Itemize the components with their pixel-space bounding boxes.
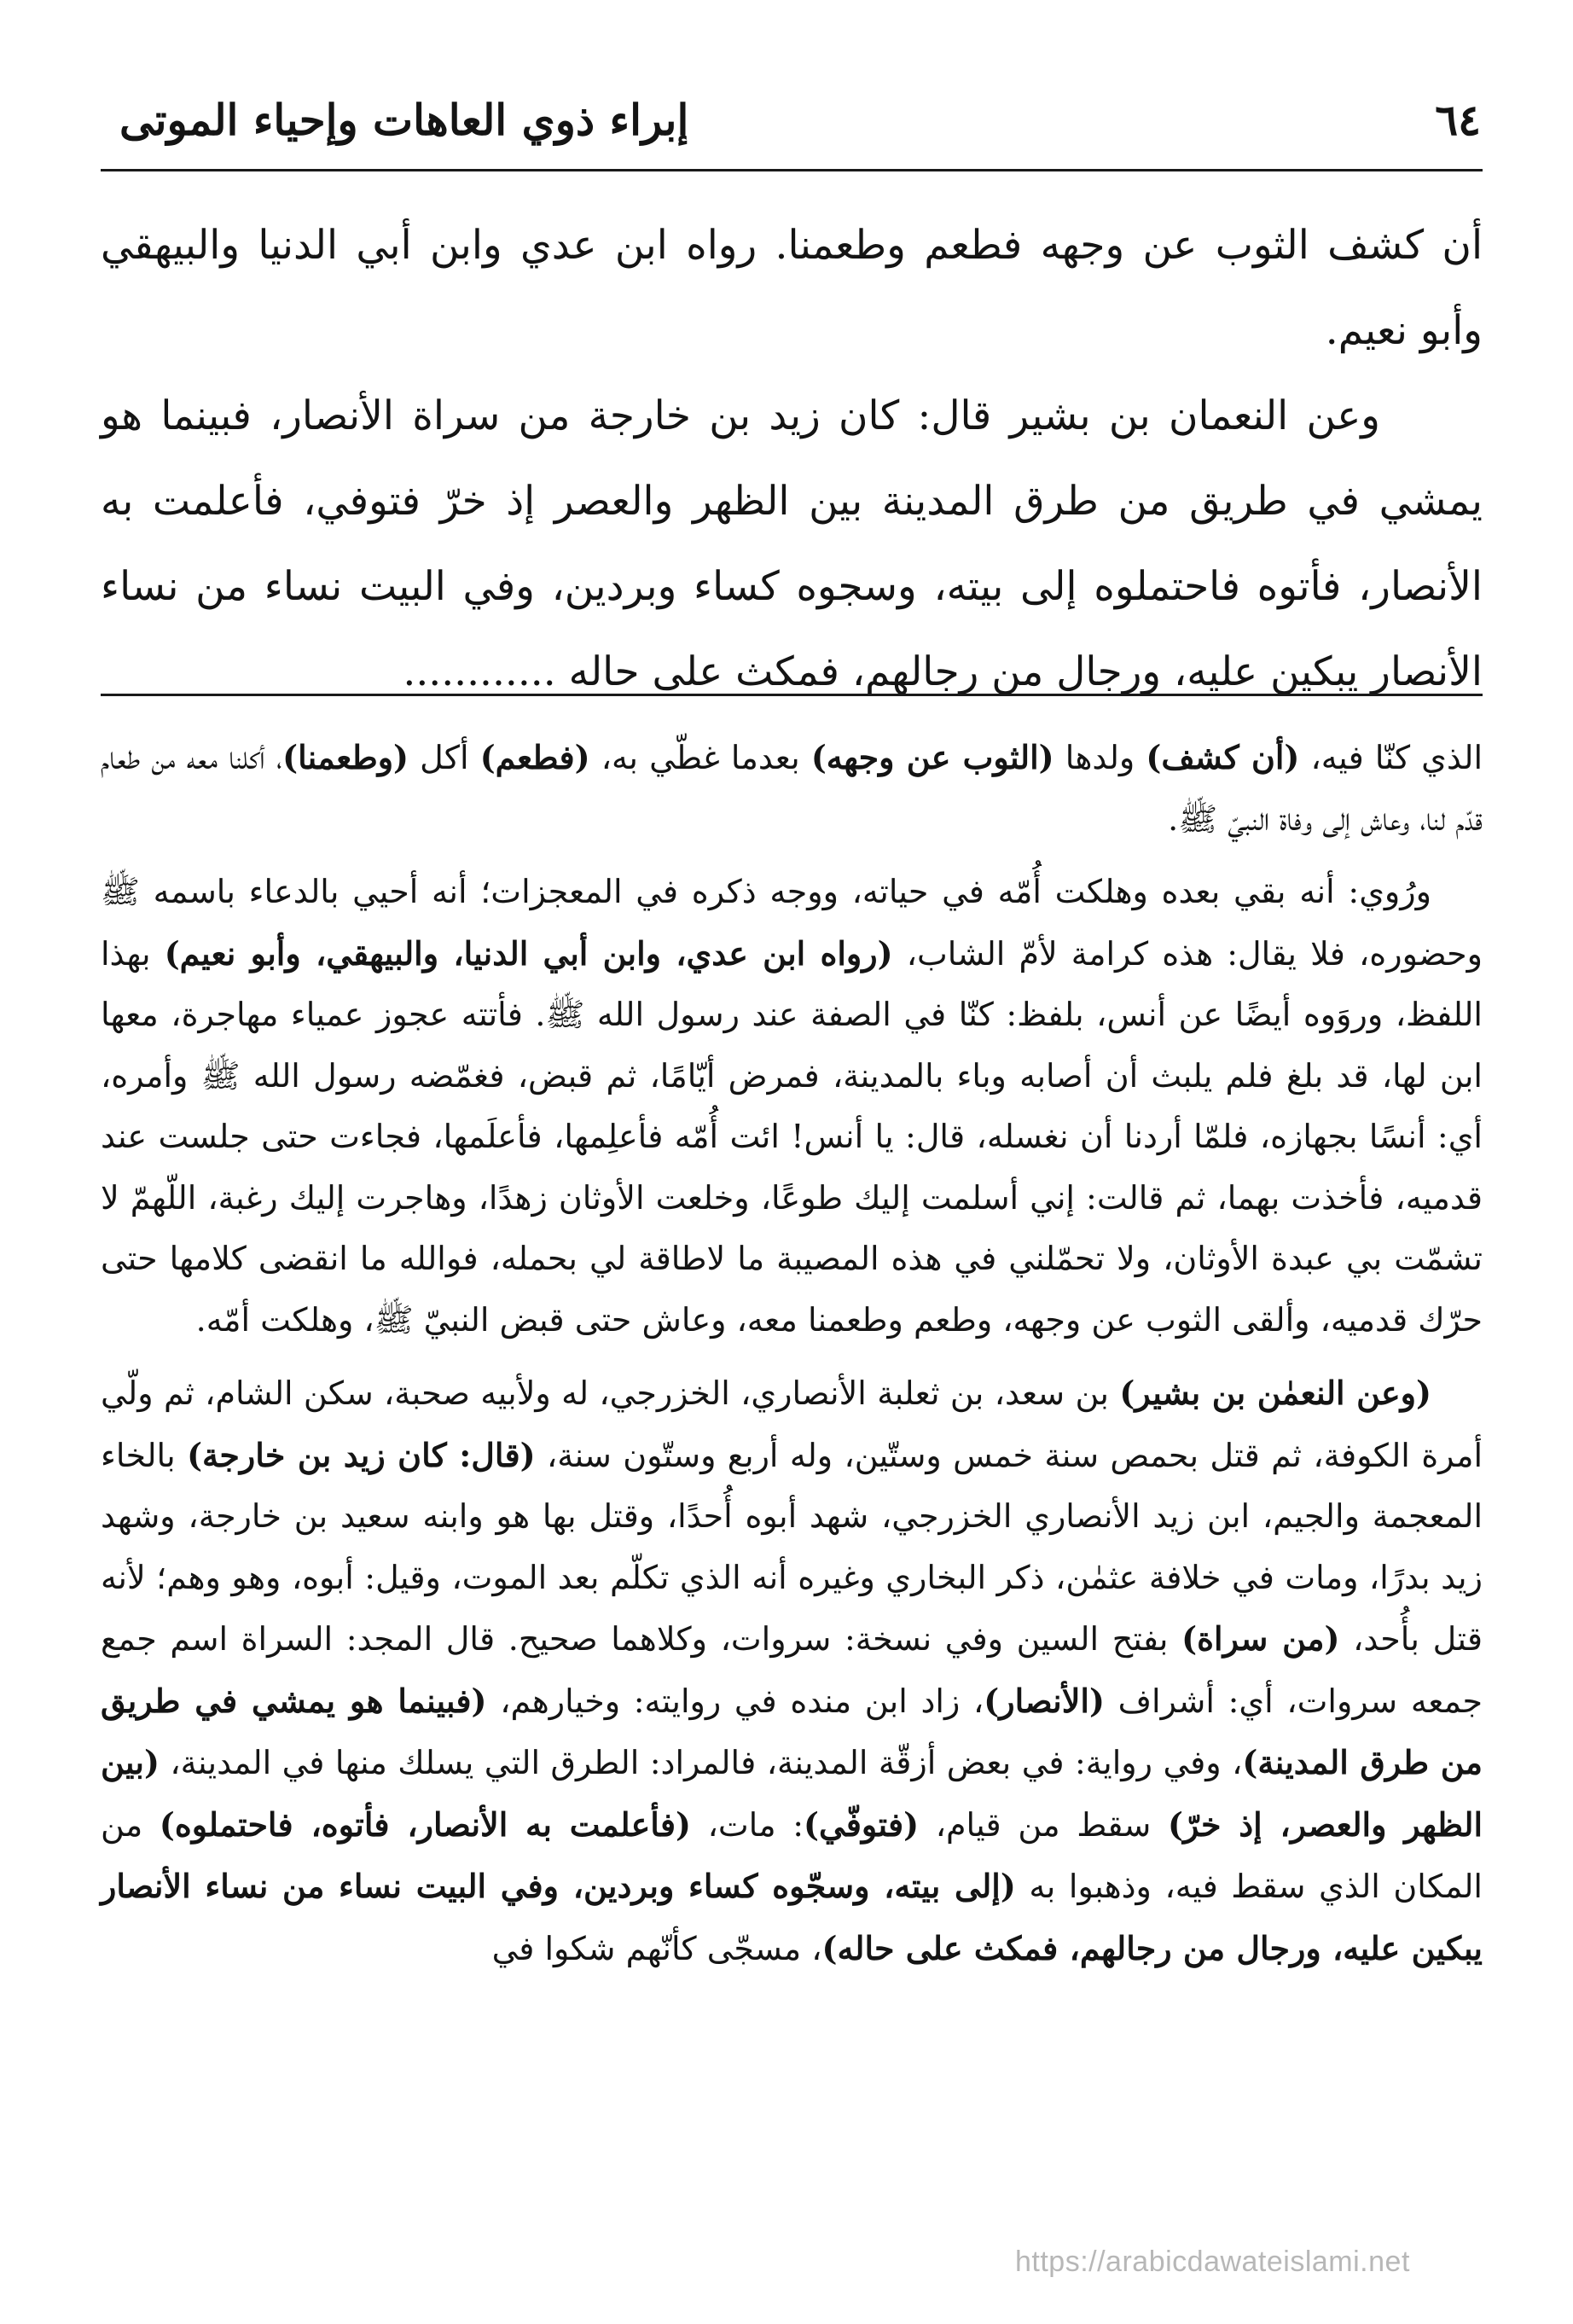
quoted-phrase: (فتوفّي) <box>804 1804 920 1844</box>
quoted-phrase: (وعن النعمٰن بن بشير) <box>1119 1374 1432 1412</box>
main-text <box>101 203 1483 715</box>
commentary-span: ورُوي: أنه بقي بعده وهلكت أُمّه في حياته، ووجه ذكره في المعجزات؛ أنه أحيي بالدعاء باسمه ﷺ وحضوره، فلا يقال: هذه كرامة لأمّ الشاب، <box>101 873 1483 973</box>
quoted-phrase: (فأعلمت به الأنصار، فأتوه، فاحتملوه) <box>159 1804 692 1844</box>
commentary-span: : مات، <box>691 1805 804 1844</box>
watermark-url: https://arabicdawateislami.net <box>1015 2246 1410 2278</box>
commentary-span: من المكان الذي سقط فيه، وذهبوا به <box>101 1805 1483 1905</box>
quoted-phrase: (إلى بيته، وسجّوه كساء وبردين، وفي البيت نساء من نساء الأنصار يبكين عليه، ورجال من رجالهم، فمكث على حاله) <box>101 1867 1483 1967</box>
main-text-paragraph: أن كشف الثوب عن وجهه فطعم وطعمنا. رواه ابن عدي وابن أبي الدنيا والبيهقي وأبو نعيم. <box>101 222 1483 354</box>
commentary-span: بهذا اللفظ، وروَوه أيضًا عن أنس، بلفظ: كنّا في الصفة عند رسول الله ﷺ. فأتته عجوز عمياء مهاجرة، معها ابن لها، قد بلغ فلم يلبث أن أصابه وباء بالمدينة، فمرض أيّامًا، ثم قبض، فغمّضه رسول الله ﷺ وأمره، أي: أنسًا بجهازه، فلمّا أردنا أن نغسله، قال: يا أنس! ائت أُمّه فأعلِمها، فأعلَمها، فجاءت حتى جلست عند قدميه، فأخذت بهما، ثم قالت: إني أسلمت إليك طوعًا، وخلعت الأوثان زهدًا، وهاجرت إليك رغبة، اللّهمّ لا تشمّت بي عبدة الأوثان، ولا تحمّلني في هذه المصيبة ما لاطاقة لي بحمله، فوالله ما انقضى كلامها حتى حرّك قدميه، وألقى الثوب عن وجهه، وطعم وطعمنا معه، وعاش حتى قبض النبيّ ﷺ، وهلكت أمّه. <box>101 934 1483 1339</box>
page-number: ٦٤ <box>1435 94 1481 145</box>
quoted-phrase: (فطعم) <box>479 738 590 776</box>
main-text-span: وعن النعمان بن بشير قال: كان زيد بن خارجة من سراة الأنصار، فبينما هو يمشي في طريق من طرق المدينة بين الظهر والعصر إذ خرّ فتوفي، فأعلمت به الأنصار، فأتوه فاحتملوه إلى بيته، وسجوه كساء وبردين، وفي البيت نساء من نساء الأنصار يبكين عليه، ورجال من رجالهم، فمكث على حاله <box>101 392 1483 695</box>
commentary-span: بفتح السين وفي نسخة: سروات، وكلاهما صحيح. قال المجد: السراة اسم جمع جمعه سروات، أي: أشراف <box>101 1620 1483 1720</box>
commentary-span: ولدها <box>1054 739 1146 776</box>
commentary-span: بعدما غطّي به، <box>589 739 811 776</box>
commentary-divider <box>101 694 1483 696</box>
quoted-phrase: (من سراة) <box>1181 1619 1340 1658</box>
quoted-phrase: (وطعمنا) <box>282 738 409 776</box>
quoted-phrase: (فبينما هو يمشي في طريق من طرق المدينة) <box>101 1681 1483 1781</box>
commentary-span: ، زاد ابن منده في روايته: وخيارهم، <box>486 1682 984 1720</box>
commentary-span: سقط من قيام، <box>919 1805 1168 1844</box>
continuation-dots: ............ <box>403 648 556 695</box>
quoted-phrase: (بين الظهر والعصر، إذ خرّ) <box>101 1743 1483 1844</box>
quoted-phrase: (رواه ابن عدي، وابن أبي الدنيا، والبيهقي، وأبو نعيم) <box>164 933 893 973</box>
book-title: إبراء ذوي العاهات وإحياء الموتى <box>119 94 689 145</box>
running-header <box>85 85 1488 154</box>
commentary-paragraph <box>101 727 1483 850</box>
commentary-span: بن سعد، بن ثعلبة الأنصاري، الخزرجي، له ولأبيه صحبة، سكن الشام، ثم ولّي أمرة الكوفة، ثم قتل بحمص سنة خمس وستّين، وله أربع وستّون سنة، <box>101 1374 1483 1474</box>
commentary-span: ، أكلنا معه من طعام قدّم لنا، وعاش إلى وفاة النبيّ ﷺ. <box>101 739 1483 838</box>
main-text-paragraph <box>101 374 1483 715</box>
commentary-span: ، مسجّى كأنّهم شكوا في <box>491 1929 822 1967</box>
quoted-phrase: (أن كشف) <box>1146 738 1300 776</box>
commentary-span: أكل <box>409 739 480 776</box>
quoted-phrase: (قال: كان زيد بن خارجة) <box>187 1435 536 1474</box>
header-divider <box>101 169 1483 171</box>
commentary-span: بالخاء المعجمة والجيم، ابن زيد الأنصاري الخزرجي، شهد أبوه أُحدًا، وقتل بها هو وابنه سعيد بن خارجة، وشهد زيد بدرًا، ومات في خلافة عثمٰن، ذكر البخاري وغيره أنه الذي تكلّم بعد الموت، وقيل: أبوه، وهو وهم؛ لأنه قتل بأُحد، <box>101 1436 1483 1658</box>
quoted-phrase: (الأنصار) <box>984 1681 1105 1720</box>
commentary-span: ، وفي رواية: في بعض أزقّة المدينة، فالمراد: الطرق التي يسلك منها في المدينة، <box>159 1744 1243 1781</box>
commentary-paragraph <box>101 862 1483 1351</box>
commentary-text <box>101 727 1483 1979</box>
commentary-span: الذي كنّا فيه، <box>1299 739 1483 776</box>
commentary-paragraph <box>101 1362 1483 1979</box>
quoted-phrase: (الثوب عن وجهه) <box>810 738 1054 776</box>
